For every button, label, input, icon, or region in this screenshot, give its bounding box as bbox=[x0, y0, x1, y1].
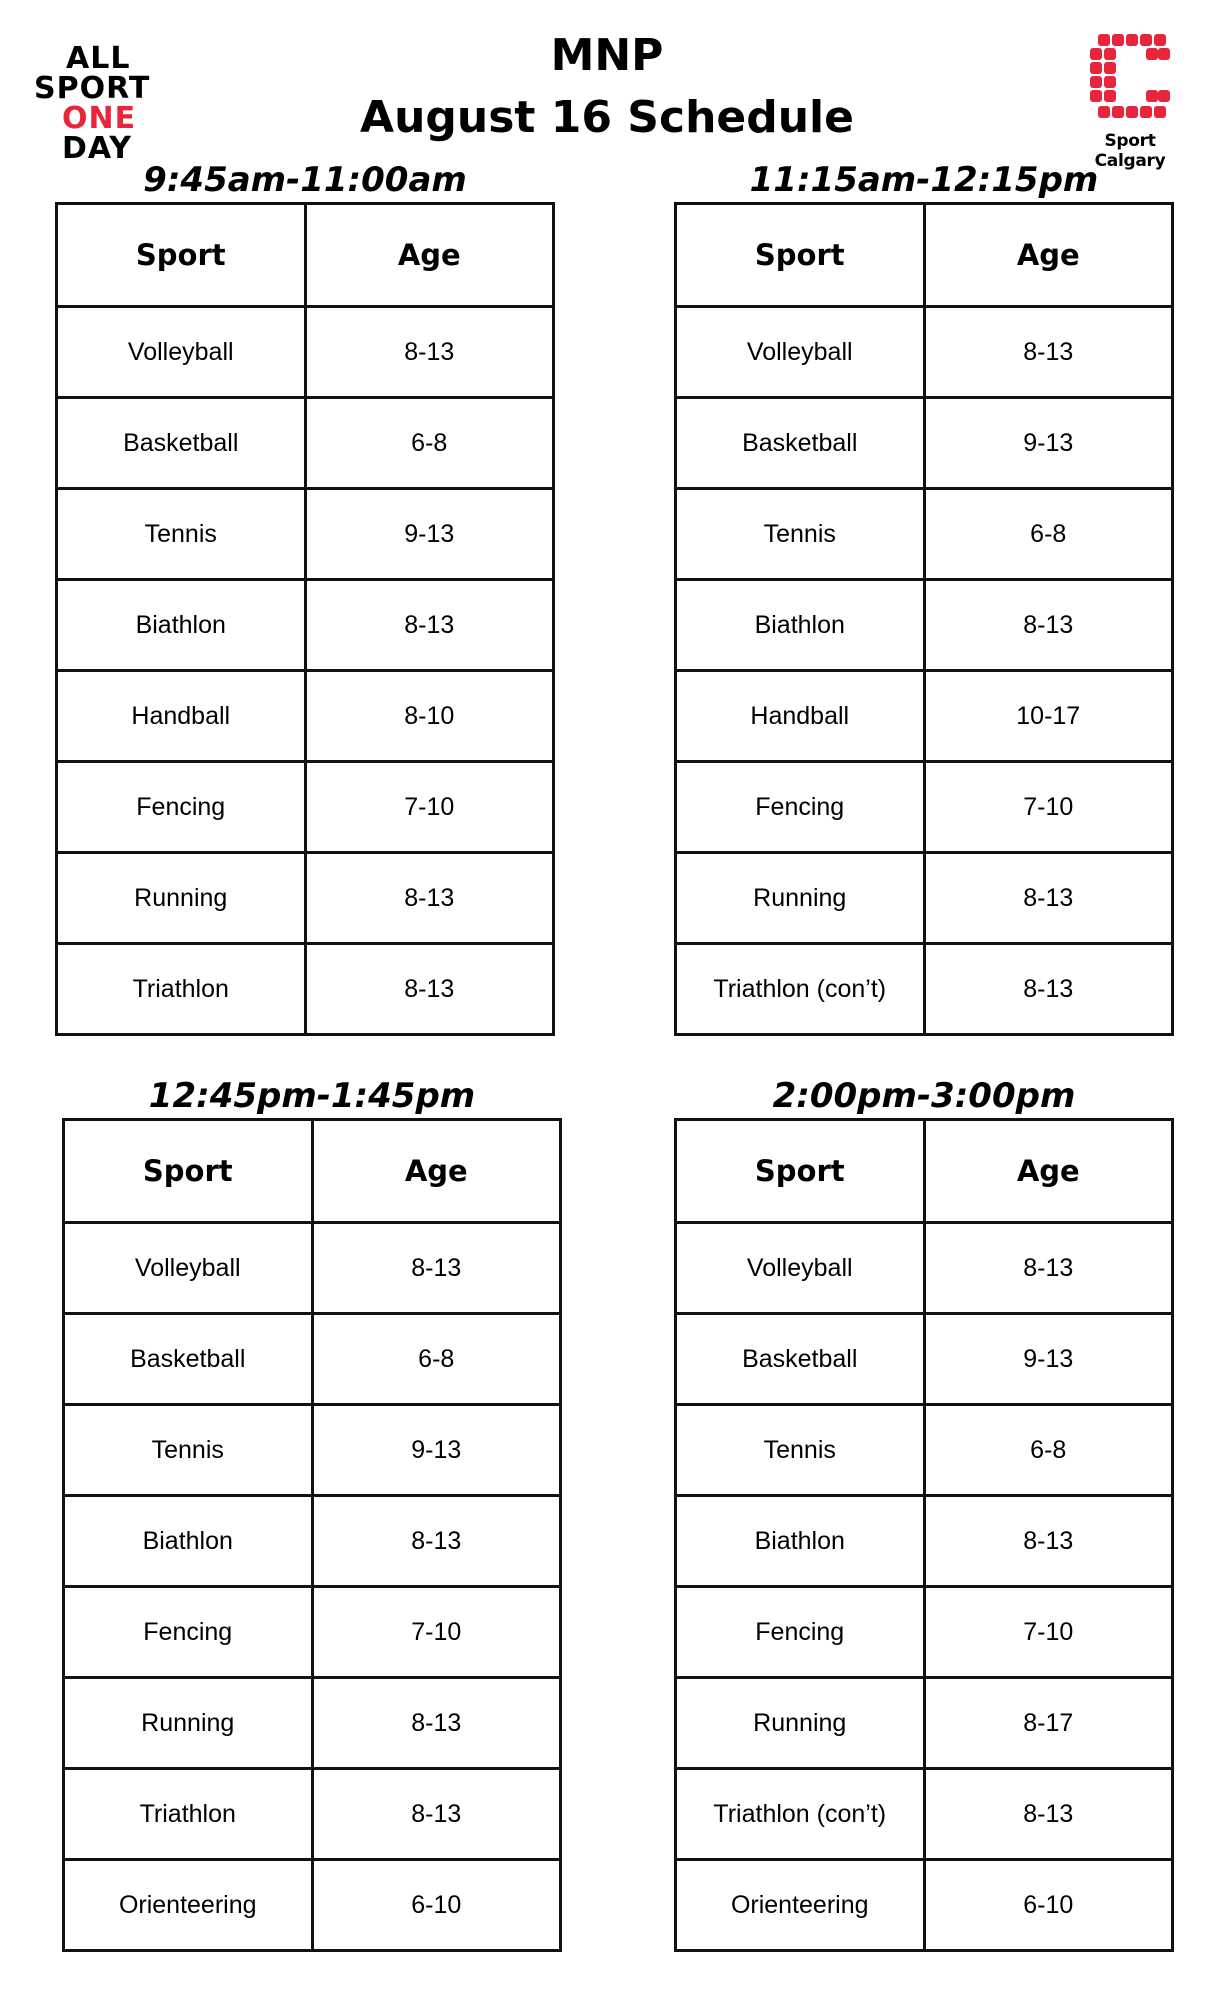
sport-cell: Tennis bbox=[64, 1405, 313, 1496]
schedule-table bbox=[674, 202, 1174, 1036]
sport-cell: Running bbox=[57, 853, 306, 944]
age-cell: 8-13 bbox=[924, 853, 1173, 944]
age-cell: 9-13 bbox=[312, 1405, 561, 1496]
sport-cell: Tennis bbox=[676, 489, 925, 580]
session-2 bbox=[674, 158, 1174, 1036]
age-column-header: Age bbox=[312, 1120, 561, 1223]
sport-cell: Basketball bbox=[676, 398, 925, 489]
age-cell: 8-13 bbox=[312, 1769, 561, 1860]
table-row bbox=[64, 1223, 561, 1314]
table-row bbox=[57, 944, 554, 1035]
sport-cell: Basketball bbox=[676, 1314, 925, 1405]
age-column-header: Age bbox=[924, 1120, 1173, 1223]
sport-column-header: Sport bbox=[676, 204, 925, 307]
sport-calgary-c-icon bbox=[1090, 34, 1170, 120]
sport-cell: Basketball bbox=[57, 398, 306, 489]
age-cell: 8-13 bbox=[924, 1769, 1173, 1860]
page-title-line1: MNP bbox=[550, 30, 664, 81]
session-time: 2:00pm-3:00pm bbox=[772, 1076, 1076, 1116]
sport-cell: Volleyball bbox=[64, 1223, 313, 1314]
table-row bbox=[57, 489, 554, 580]
table-row bbox=[57, 580, 554, 671]
table-row bbox=[676, 762, 1173, 853]
schedule-table bbox=[62, 1118, 562, 1952]
table-row bbox=[64, 1314, 561, 1405]
age-cell: 8-13 bbox=[305, 853, 554, 944]
sport-cell: Volleyball bbox=[676, 1223, 925, 1314]
schedule-table bbox=[674, 1118, 1174, 1952]
table-row bbox=[676, 671, 1173, 762]
session-time: 9:45am-11:00am bbox=[143, 160, 467, 200]
sport-calgary-logo bbox=[1070, 34, 1190, 171]
table-row bbox=[64, 1860, 561, 1951]
sport-cell: Fencing bbox=[57, 762, 306, 853]
age-column-header: Age bbox=[305, 204, 554, 307]
age-cell: 9-13 bbox=[305, 489, 554, 580]
sport-cell: Volleyball bbox=[676, 307, 925, 398]
sport-cell: Fencing bbox=[676, 762, 925, 853]
table-row bbox=[676, 1769, 1173, 1860]
age-cell: 6-10 bbox=[312, 1860, 561, 1951]
age-cell: 8-13 bbox=[312, 1678, 561, 1769]
age-cell: 8-13 bbox=[305, 944, 554, 1035]
table-row bbox=[676, 1678, 1173, 1769]
table-row bbox=[57, 671, 554, 762]
age-cell: 7-10 bbox=[924, 1587, 1173, 1678]
session-time: 11:15am-12:15pm bbox=[749, 160, 1099, 200]
age-cell: 8-13 bbox=[924, 580, 1173, 671]
table-row bbox=[676, 398, 1173, 489]
table-row bbox=[676, 944, 1173, 1035]
sport-cell: Biathlon bbox=[64, 1496, 313, 1587]
table-row bbox=[676, 1496, 1173, 1587]
sport-cell: Handball bbox=[57, 671, 306, 762]
age-cell: 9-13 bbox=[924, 398, 1173, 489]
age-cell: 8-10 bbox=[305, 671, 554, 762]
logo-line-4: DAY bbox=[62, 131, 132, 166]
age-cell: 8-13 bbox=[924, 307, 1173, 398]
table-row bbox=[57, 762, 554, 853]
table-row bbox=[676, 1587, 1173, 1678]
sport-cell: Biathlon bbox=[57, 580, 306, 671]
sport-cell: Tennis bbox=[57, 489, 306, 580]
sport-cell: Triathlon bbox=[64, 1769, 313, 1860]
logo-line-1: ALL bbox=[66, 41, 131, 76]
age-cell: 6-8 bbox=[924, 489, 1173, 580]
sport-cell: Tennis bbox=[676, 1405, 925, 1496]
sport-cell: Running bbox=[64, 1678, 313, 1769]
logo-line-3: ONE bbox=[62, 101, 137, 136]
age-cell: 7-10 bbox=[312, 1587, 561, 1678]
age-cell: 8-17 bbox=[924, 1678, 1173, 1769]
sport-column-header: Sport bbox=[57, 204, 306, 307]
table-row bbox=[676, 1405, 1173, 1496]
age-cell: 6-8 bbox=[924, 1405, 1173, 1496]
age-cell: 6-8 bbox=[305, 398, 554, 489]
sport-column-header: Sport bbox=[64, 1120, 313, 1223]
sport-cell: Biathlon bbox=[676, 1496, 925, 1587]
age-cell: 7-10 bbox=[924, 762, 1173, 853]
age-cell: 9-13 bbox=[924, 1314, 1173, 1405]
sport-column-header: Sport bbox=[676, 1120, 925, 1223]
age-cell: 8-13 bbox=[924, 1223, 1173, 1314]
sport-cell: Basketball bbox=[64, 1314, 313, 1405]
sport-cell: Orienteering bbox=[676, 1860, 925, 1951]
table-row bbox=[57, 853, 554, 944]
table-row bbox=[676, 1314, 1173, 1405]
table-row bbox=[64, 1678, 561, 1769]
session-3 bbox=[62, 1074, 562, 1952]
age-cell: 8-13 bbox=[312, 1223, 561, 1314]
sport-cell: Handball bbox=[676, 671, 925, 762]
age-cell: 7-10 bbox=[305, 762, 554, 853]
sport-cell: Triathlon (con’t) bbox=[676, 1769, 925, 1860]
logo-line-2: SPORT bbox=[34, 71, 151, 106]
table-row bbox=[64, 1405, 561, 1496]
session-time: 12:45pm-1:45pm bbox=[148, 1076, 476, 1116]
sport-calgary-label: Sport Calgary bbox=[1094, 131, 1166, 171]
sport-cell: Biathlon bbox=[676, 580, 925, 671]
age-cell: 6-8 bbox=[312, 1314, 561, 1405]
table-row bbox=[57, 398, 554, 489]
schedule-table bbox=[55, 202, 555, 1036]
sport-cell: Volleyball bbox=[57, 307, 306, 398]
age-cell: 8-13 bbox=[305, 307, 554, 398]
age-cell: 8-13 bbox=[312, 1496, 561, 1587]
sport-cell: Fencing bbox=[64, 1587, 313, 1678]
sport-cell: Running bbox=[676, 1678, 925, 1769]
sport-cell: Triathlon (con’t) bbox=[676, 944, 925, 1035]
age-cell: 10-17 bbox=[924, 671, 1173, 762]
table-row bbox=[676, 307, 1173, 398]
table-row bbox=[64, 1587, 561, 1678]
age-column-header: Age bbox=[924, 204, 1173, 307]
sport-cell: Running bbox=[676, 853, 925, 944]
table-row bbox=[64, 1496, 561, 1587]
table-row bbox=[676, 1860, 1173, 1951]
table-row bbox=[676, 853, 1173, 944]
sport-cell: Triathlon bbox=[57, 944, 306, 1035]
table-row bbox=[676, 1223, 1173, 1314]
sport-cell: Fencing bbox=[676, 1587, 925, 1678]
table-row bbox=[676, 580, 1173, 671]
age-cell: 8-13 bbox=[924, 944, 1173, 1035]
table-row bbox=[676, 489, 1173, 580]
age-cell: 8-13 bbox=[924, 1496, 1173, 1587]
age-cell: 6-10 bbox=[924, 1860, 1173, 1951]
page-title-line2: August 16 Schedule bbox=[360, 92, 854, 143]
table-row bbox=[64, 1769, 561, 1860]
age-cell: 8-13 bbox=[305, 580, 554, 671]
session-4 bbox=[674, 1074, 1174, 1952]
session-1 bbox=[55, 158, 555, 1036]
sport-cell: Orienteering bbox=[64, 1860, 313, 1951]
table-row bbox=[57, 307, 554, 398]
